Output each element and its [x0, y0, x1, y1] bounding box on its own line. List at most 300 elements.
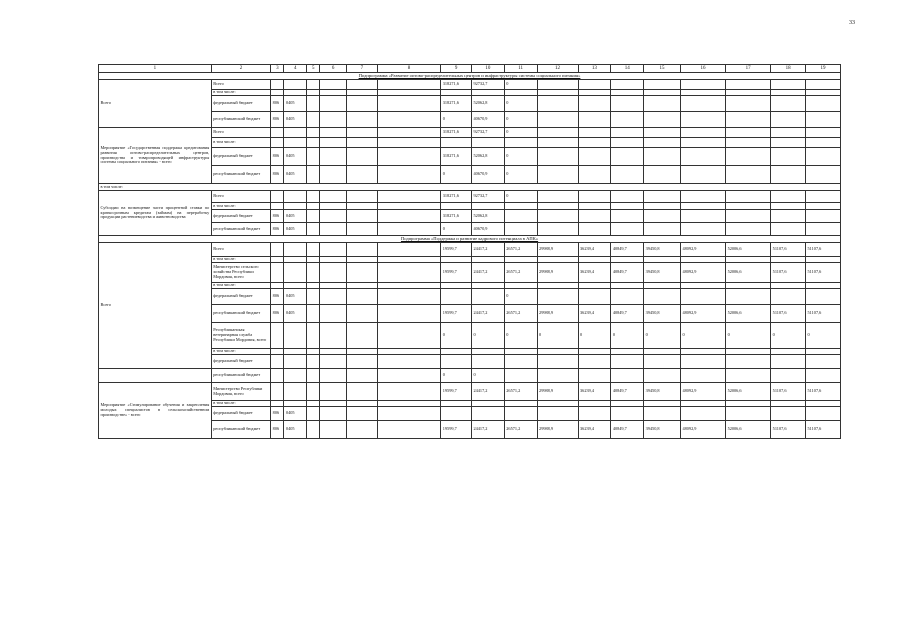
table-cell: [611, 112, 644, 128]
table-cell: [537, 289, 578, 305]
table-cell: Министерство Республики Мордовия, всего: [211, 383, 270, 401]
value-cell: 36239,4: [578, 243, 611, 257]
table-cell: [680, 289, 725, 305]
table-cell: 806: [271, 96, 284, 112]
value-cell: 29988,9: [537, 305, 578, 323]
table-cell: [284, 128, 307, 138]
table-cell: [578, 128, 611, 138]
value-cell: 0: [441, 112, 472, 128]
table-cell: [377, 407, 441, 421]
value-cell: 29988,9: [537, 383, 578, 401]
table-cell: [611, 407, 644, 421]
table-row: [99, 184, 841, 191]
table-cell: республиканский бюджет: [211, 166, 270, 184]
value-cell: 26571,2: [504, 305, 537, 323]
table-cell: [320, 369, 347, 383]
value-cell: 40849,7: [611, 243, 644, 257]
table-cell: 0405: [284, 223, 307, 236]
table-cell: [680, 191, 725, 203]
table-cell: [377, 96, 441, 112]
table-cell: [346, 96, 377, 112]
value-cell: 51107,6: [806, 243, 841, 257]
table-cell: [284, 383, 307, 401]
table-cell: [346, 148, 377, 166]
table-cell: [644, 166, 681, 184]
table-cell: 0405: [284, 305, 307, 323]
column-header: 13: [578, 65, 611, 73]
table-cell: [377, 305, 441, 323]
table-cell: в том числе:: [211, 203, 270, 210]
column-header: 1: [99, 65, 212, 73]
value-cell: 0: [644, 323, 681, 349]
table-cell: [320, 203, 347, 210]
table-cell: федеральный бюджет: [211, 96, 270, 112]
table-cell: [680, 138, 725, 148]
value-cell: 0: [726, 323, 771, 349]
table-cell: [271, 383, 284, 401]
table-cell: [471, 138, 504, 148]
value-cell: 39450,8: [644, 383, 681, 401]
value-cell: 0: [504, 323, 537, 349]
table-cell: [377, 263, 441, 283]
table-cell: [611, 223, 644, 236]
table-cell: [726, 148, 771, 166]
table-cell: [307, 421, 320, 439]
table-cell: [578, 355, 611, 369]
value-cell: 40849,7: [611, 383, 644, 401]
table-cell: [377, 383, 441, 401]
table-cell: [284, 243, 307, 257]
table-cell: [346, 421, 377, 439]
table-cell: [307, 355, 320, 369]
value-cell: 24417,2: [471, 383, 504, 401]
table-cell: [271, 369, 284, 383]
value-cell: 92732,7: [471, 191, 504, 203]
table-cell: [644, 96, 681, 112]
value-cell: 51107,6: [771, 421, 806, 439]
table-row: [99, 191, 841, 203]
value-cell: 48092,9: [680, 383, 725, 401]
table-cell: [537, 128, 578, 138]
table-cell: 0405: [284, 112, 307, 128]
table-cell: Министерство сельского хозяйства Республики Мордовия, всего: [211, 263, 270, 283]
table-cell: [307, 112, 320, 128]
value-cell: 0: [504, 112, 537, 128]
table-cell: [680, 80, 725, 90]
column-header: 14: [611, 65, 644, 73]
table-cell: [346, 305, 377, 323]
value-cell: 52062,8: [471, 96, 504, 112]
table-cell: [806, 191, 841, 203]
table-cell: [346, 407, 377, 421]
subprogram-title: Подпрограмма «Развитие оптово-распределительных центров и инфраструктуры системы социального питания»: [99, 73, 841, 80]
table-cell: [578, 191, 611, 203]
value-cell: 51107,6: [806, 383, 841, 401]
table-cell: 806: [271, 148, 284, 166]
value-cell: 40849,7: [611, 421, 644, 439]
table-cell: [284, 369, 307, 383]
table-cell: [537, 210, 578, 223]
table-cell: [771, 407, 806, 421]
table-cell: [578, 223, 611, 236]
table-cell: [806, 128, 841, 138]
table-cell: [471, 355, 504, 369]
value-cell: 36239,4: [578, 305, 611, 323]
table-cell: [320, 305, 347, 323]
table-cell: [307, 80, 320, 90]
table-cell: [284, 355, 307, 369]
column-header: 10: [471, 65, 504, 73]
value-cell: 36239,4: [578, 263, 611, 283]
table-cell: республиканский бюджет: [211, 112, 270, 128]
table-cell: [320, 191, 347, 203]
table-cell: [771, 80, 806, 90]
table-cell: [377, 138, 441, 148]
value-cell: 52062,8: [471, 148, 504, 166]
table-cell: [284, 191, 307, 203]
table-cell: в том числе:: [211, 138, 270, 148]
table-cell: [284, 203, 307, 210]
row-group-label: Всего: [99, 80, 212, 128]
table-cell: [578, 289, 611, 305]
measure-description: Мероприятие «Стимулирование обучения и закрепления молодых специалистов в сельскохозяйственном производстве» - всего: [99, 383, 212, 439]
table-cell: [611, 80, 644, 90]
value-cell: 0: [504, 166, 537, 184]
table-cell: [644, 80, 681, 90]
value-cell: 39450,8: [644, 243, 681, 257]
table-cell: [680, 210, 725, 223]
value-cell: 48092,9: [680, 263, 725, 283]
value-cell: 19599,7: [441, 305, 472, 323]
table-cell: [578, 80, 611, 90]
table-cell: [307, 223, 320, 236]
table-cell: [680, 112, 725, 128]
table-row: [99, 128, 841, 138]
value-cell: 48092,9: [680, 243, 725, 257]
value-cell: 51107,6: [771, 305, 806, 323]
table-cell: [771, 148, 806, 166]
value-cell: 318271,6: [441, 191, 472, 203]
table-cell: [320, 166, 347, 184]
table-cell: [537, 203, 578, 210]
table-cell: федеральный бюджет: [211, 407, 270, 421]
value-cell: 0: [504, 80, 537, 90]
table-cell: [537, 223, 578, 236]
value-cell: 24417,2: [471, 263, 504, 283]
table-cell: [377, 243, 441, 257]
table-cell: [771, 369, 806, 383]
table-cell: [377, 128, 441, 138]
value-cell: 51107,6: [771, 383, 806, 401]
table-cell: [537, 112, 578, 128]
table-cell: [771, 112, 806, 128]
table-cell: [320, 210, 347, 223]
table-cell: [471, 203, 504, 210]
table-cell: [377, 166, 441, 184]
table-cell: [271, 355, 284, 369]
table-cell: [726, 355, 771, 369]
table-row: [99, 383, 841, 401]
table-cell: [644, 203, 681, 210]
value-cell: 318271,6: [441, 210, 472, 223]
table-cell: [377, 223, 441, 236]
table-cell: [284, 138, 307, 148]
table-cell: [537, 407, 578, 421]
value-cell: 51107,6: [771, 243, 806, 257]
table-cell: [346, 263, 377, 283]
table-cell: [644, 223, 681, 236]
value-cell: 29988,9: [537, 243, 578, 257]
column-header: 6: [320, 65, 347, 73]
table-cell: [726, 191, 771, 203]
table-cell: [504, 407, 537, 421]
table-cell: 806: [271, 289, 284, 305]
table-cell: [307, 305, 320, 323]
table-cell: [806, 407, 841, 421]
table-cell: [806, 369, 841, 383]
value-cell: 26571,2: [504, 243, 537, 257]
table-cell: [771, 289, 806, 305]
table-cell: [578, 138, 611, 148]
table-cell: [611, 191, 644, 203]
value-cell: 0: [504, 96, 537, 112]
table-cell: [578, 166, 611, 184]
value-cell: 92732,7: [471, 80, 504, 90]
row-group-label: Всего: [99, 243, 212, 369]
table-cell: [726, 138, 771, 148]
table-cell: [806, 112, 841, 128]
value-cell: 19599,7: [441, 383, 472, 401]
table-cell: [307, 203, 320, 210]
table-cell: [504, 355, 537, 369]
column-header-row: [99, 65, 841, 73]
table-cell: [537, 166, 578, 184]
table-cell: [806, 289, 841, 305]
column-header: 12: [537, 65, 578, 73]
table-cell: республиканский бюджет: [211, 421, 270, 439]
table-cell: [346, 355, 377, 369]
table-cell: [320, 323, 347, 349]
table-cell: [377, 421, 441, 439]
table-cell: [307, 191, 320, 203]
value-cell: 0: [441, 369, 472, 383]
table-cell: федеральный бюджет: [211, 210, 270, 223]
value-cell: 318271,6: [441, 80, 472, 90]
table-cell: [644, 191, 681, 203]
table-cell: [680, 166, 725, 184]
table-cell: республиканский бюджет: [211, 369, 270, 383]
value-cell: 39450,8: [644, 263, 681, 283]
table-cell: [611, 128, 644, 138]
table-cell: [284, 263, 307, 283]
table-cell: [346, 210, 377, 223]
table-cell: [441, 407, 472, 421]
table-cell: [806, 96, 841, 112]
table-cell: [806, 138, 841, 148]
value-cell: 26571,2: [504, 421, 537, 439]
table-cell: [271, 138, 284, 148]
table-cell: в том числе:: [211, 349, 270, 355]
table-cell: 806: [271, 421, 284, 439]
value-cell: 52006,6: [726, 383, 771, 401]
table-cell: [504, 138, 537, 148]
table-row: [99, 369, 841, 383]
value-cell: 52006,6: [726, 263, 771, 283]
table-cell: 806: [271, 210, 284, 223]
value-cell: 0: [771, 323, 806, 349]
table-cell: [504, 203, 537, 210]
column-header: 3: [271, 65, 284, 73]
value-cell: 318271,6: [441, 128, 472, 138]
table-cell: [271, 191, 284, 203]
table-cell: 0405: [284, 148, 307, 166]
column-header: 7: [346, 65, 377, 73]
column-header: 4: [284, 65, 307, 73]
table-cell: [441, 203, 472, 210]
value-cell: 0: [504, 128, 537, 138]
table-cell: [441, 355, 472, 369]
table-cell: [346, 166, 377, 184]
table-cell: в том числе:: [211, 401, 270, 407]
table-cell: [578, 148, 611, 166]
table-cell: [307, 243, 320, 257]
table-cell: [771, 203, 806, 210]
value-cell: 51107,6: [806, 305, 841, 323]
table-cell: [284, 80, 307, 90]
table-cell: [726, 369, 771, 383]
table-cell: [578, 407, 611, 421]
table-cell: [537, 148, 578, 166]
table-cell: [320, 243, 347, 257]
table-cell: [307, 166, 320, 184]
table-cell: [320, 421, 347, 439]
table-cell: [471, 407, 504, 421]
table-cell: [771, 96, 806, 112]
table-cell: [726, 96, 771, 112]
table-cell: [537, 96, 578, 112]
value-cell: 24417,2: [471, 243, 504, 257]
table-cell: [771, 223, 806, 236]
table-cell: [346, 191, 377, 203]
value-cell: 52006,6: [726, 421, 771, 439]
table-cell: [680, 223, 725, 236]
table-cell: Республиканская ветеринарная служба Республики Мордовия, всего: [211, 323, 270, 349]
value-cell: 92732,7: [471, 128, 504, 138]
table-cell: [346, 128, 377, 138]
column-header: 19: [806, 65, 841, 73]
table-cell: [346, 112, 377, 128]
value-cell: 0: [504, 148, 537, 166]
table-cell: 806: [271, 407, 284, 421]
table-cell: [726, 166, 771, 184]
column-header: 18: [771, 65, 806, 73]
table-cell: [320, 407, 347, 421]
table-cell: [307, 148, 320, 166]
table-cell: [644, 369, 681, 383]
table-cell: [644, 407, 681, 421]
table-cell: [644, 112, 681, 128]
table-cell: [307, 289, 320, 305]
table-cell: [271, 263, 284, 283]
table-cell: [320, 112, 347, 128]
value-cell: 19599,7: [441, 421, 472, 439]
table-cell: [346, 138, 377, 148]
table-cell: [806, 166, 841, 184]
value-cell: 318271,6: [441, 148, 472, 166]
table-cell: 0405: [284, 407, 307, 421]
value-cell: 19599,7: [441, 263, 472, 283]
table-cell: [726, 112, 771, 128]
table-cell: [771, 166, 806, 184]
budget-table: [98, 64, 841, 439]
table-cell: [377, 148, 441, 166]
in-that-row: в том числе:: [99, 184, 841, 191]
subsidy-description: Субсидии на возмещение части процентной ставки по краткосрочным кредитам (займам) на переработку продукции растениеводства и животноводства: [99, 191, 212, 236]
table-cell: 0405: [284, 96, 307, 112]
value-cell: 52062,8: [471, 210, 504, 223]
table-cell: 806: [271, 223, 284, 236]
table-cell: в том числе:: [211, 90, 270, 96]
table-cell: [320, 80, 347, 90]
table-cell: [307, 128, 320, 138]
table-cell: 806: [271, 305, 284, 323]
table-cell: [346, 289, 377, 305]
table-cell: федеральный бюджет: [211, 355, 270, 369]
table-cell: [578, 203, 611, 210]
table-cell: [578, 369, 611, 383]
table-cell: [726, 203, 771, 210]
table-cell: [504, 223, 537, 236]
table-cell: [320, 128, 347, 138]
table-cell: [346, 203, 377, 210]
value-cell: 48092,9: [680, 305, 725, 323]
value-cell: 51107,6: [806, 263, 841, 283]
table-cell: [644, 355, 681, 369]
table-cell: [307, 323, 320, 349]
table-cell: [680, 203, 725, 210]
column-header: 9: [441, 65, 472, 73]
value-cell: 40849,7: [611, 305, 644, 323]
value-cell: 26571,2: [504, 383, 537, 401]
table-cell: в том числе:: [211, 283, 270, 289]
table-cell: 0405: [284, 210, 307, 223]
table-cell: [271, 128, 284, 138]
table-cell: [99, 369, 212, 383]
table-cell: [346, 383, 377, 401]
table-cell: [346, 80, 377, 90]
table-cell: [346, 243, 377, 257]
table-cell: [611, 210, 644, 223]
table-cell: [644, 210, 681, 223]
table-cell: Всего: [211, 243, 270, 257]
table-cell: [377, 112, 441, 128]
value-cell: 0: [611, 323, 644, 349]
table-cell: [726, 289, 771, 305]
table-cell: [680, 407, 725, 421]
column-header: 11: [504, 65, 537, 73]
table-cell: [611, 166, 644, 184]
table-cell: [320, 263, 347, 283]
table-cell: [377, 369, 441, 383]
table-cell: [578, 96, 611, 112]
value-cell: 29988,9: [537, 263, 578, 283]
table-cell: [771, 128, 806, 138]
value-cell: 51107,6: [806, 421, 841, 439]
table-cell: [771, 210, 806, 223]
subprogram-row: [99, 236, 841, 243]
table-cell: [320, 138, 347, 148]
table-cell: [377, 203, 441, 210]
